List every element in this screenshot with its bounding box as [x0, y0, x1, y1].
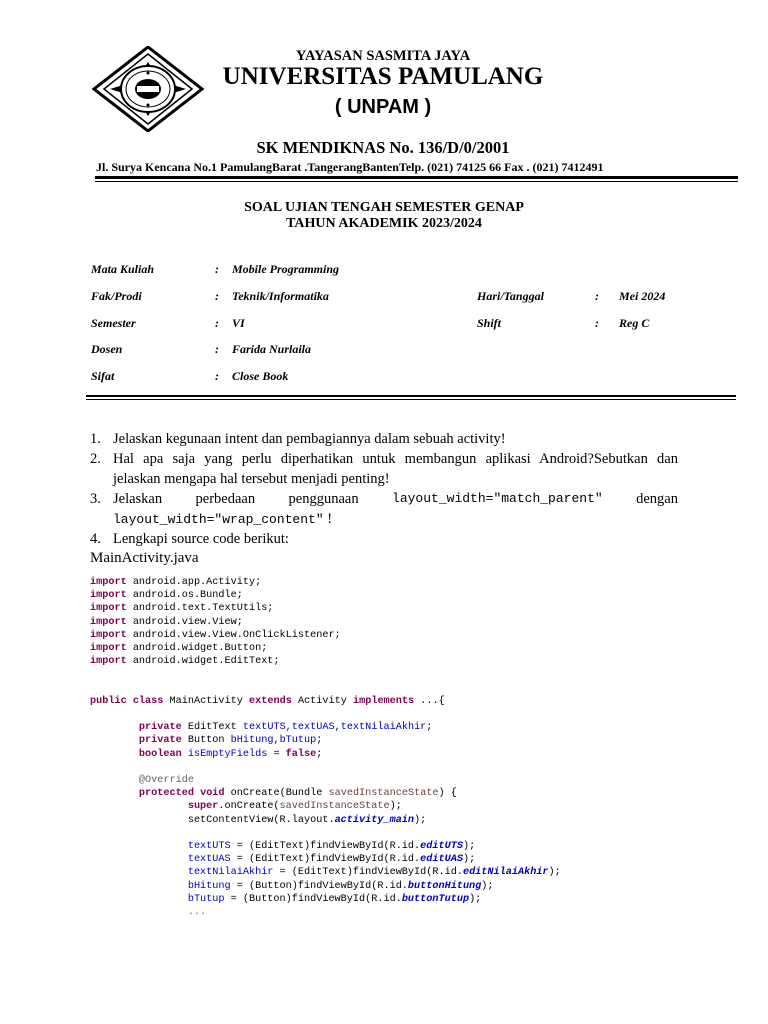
info-colon: :: [215, 262, 219, 276]
info-label-shift: Shift: [477, 316, 502, 330]
code-line: import android.view.View;: [90, 616, 243, 628]
question-number: 1.: [90, 431, 101, 447]
question-text: Jelaskan perbedaan penggunaan layout_width="match_parent" dengan: [113, 491, 678, 507]
code-line: import android.widget.EditText;: [90, 656, 280, 668]
code-line: protected void onCreate(Bundle savedInstanceState) {: [138, 788, 457, 800]
info-colon: :: [215, 342, 219, 356]
university-address: Jl. Surya Kencana No.1 PamulangBarat .TangerangBantenTelp. (021) 74125 66 Fax . (021) 7412491: [96, 160, 604, 174]
info-value-nature: Close Book: [232, 369, 289, 383]
info-label-nature: Sifat: [91, 369, 115, 383]
inline-code: layout_width="match_parent": [392, 491, 603, 506]
header-divider: [95, 176, 738, 179]
info-value-date: Mei 2024: [619, 289, 666, 303]
info-colon: :: [215, 369, 219, 383]
decree-number: SK MENDIKNAS No. 136/D/0/2001: [256, 138, 510, 157]
info-value-course: Mobile Programming: [232, 262, 340, 276]
info-label-course: Mata Kuliah: [91, 262, 155, 276]
code-line: textUAS = (EditText)findViewById(R.id.editUAS);: [187, 854, 476, 866]
code-line: import android.widget.Button;: [90, 643, 268, 655]
info-label-date: Hari/Tanggal: [477, 289, 544, 303]
info-value-shift: Reg C: [619, 316, 650, 330]
code-line: setContentView(R.layout.activity_main);: [187, 814, 427, 826]
info-value-semester: VI: [232, 316, 245, 330]
code-line: import android.os.Bundle;: [90, 590, 243, 602]
code-line: private EditText textUTS,textUAS,textNilaiAkhir;: [138, 722, 433, 734]
question-text: Jelaskan kegunaan intent dan pembagiannya dalam sebuah activity!: [113, 431, 506, 447]
info-colon: :: [215, 316, 219, 330]
code-line: boolean isEmptyFields = false;: [138, 748, 323, 760]
code-listing: [90, 576, 561, 919]
info-divider: [86, 395, 736, 397]
code-line: import android.view.View.OnClickListener;: [90, 629, 341, 641]
source-filename: MainActivity.java: [90, 550, 199, 566]
code-line: @Override: [138, 775, 194, 787]
code-line: bHitung = (Button)findViewById(R.id.buttonHitung);: [187, 880, 494, 892]
info-colon: :: [595, 289, 599, 303]
header-divider-thin: [95, 181, 738, 182]
info-label-faculty: Fak/Prodi: [91, 289, 142, 303]
info-divider-thin: [86, 399, 736, 400]
info-colon: :: [215, 289, 219, 303]
question-text: Hal apa saja yang perlu diperhatikan untuk membangun aplikasi Android?Sebutkan dan: [113, 451, 678, 467]
question-text-continued: jelaskan mengapa hal tersebut menjadi penting!: [113, 471, 390, 487]
question-number: 4.: [90, 531, 101, 547]
question-number: 2.: [90, 451, 101, 467]
question-text: Lengkapi source code berikut:: [113, 531, 289, 547]
university-name: UNIVERSITAS PAMULANG: [222, 63, 544, 90]
question-number: 3.: [90, 491, 101, 507]
info-value-faculty: Teknik/Informatika: [232, 289, 329, 303]
code-line: import android.text.TextUtils;: [90, 603, 274, 615]
code-line: super.onCreate(savedInstanceState);: [187, 801, 402, 813]
info-colon: :: [595, 316, 599, 330]
info-label-lecturer: Dosen: [91, 342, 123, 356]
info-value-lecturer: Farida Nurlaila: [232, 342, 312, 356]
code-line: private Button bHitung,bTutup;: [138, 735, 323, 747]
info-label-semester: Semester: [91, 316, 136, 330]
code-line: import android.app.Activity;: [90, 577, 262, 588]
question-text-continued: layout_width="wrap_content" !: [113, 511, 333, 527]
foundation-name: YAYASAN SASMITA JAYA: [295, 48, 471, 64]
academic-year: TAHUN AKADEMIK 2023/2024: [286, 216, 482, 231]
code-line: public class MainActivity extends Activity implements ...{: [90, 695, 445, 707]
code-line: textNilaiAkhir = (EditText)findViewById(R.id.editNilaiAkhir);: [187, 867, 561, 879]
exam-title: SOAL UJIAN TENGAH SEMESTER GENAP: [244, 200, 524, 215]
university-abbrev: ( UNPAM ): [334, 96, 432, 118]
code-line: bTutup = (Button)findViewById(R.id.buttonTutup);: [187, 893, 482, 905]
code-line: ...: [187, 907, 207, 919]
inline-code: layout_width="wrap_content": [113, 512, 324, 527]
university-logo: [92, 46, 204, 132]
code-line: textUTS = (EditText)findViewById(R.id.editUTS);: [187, 841, 476, 853]
